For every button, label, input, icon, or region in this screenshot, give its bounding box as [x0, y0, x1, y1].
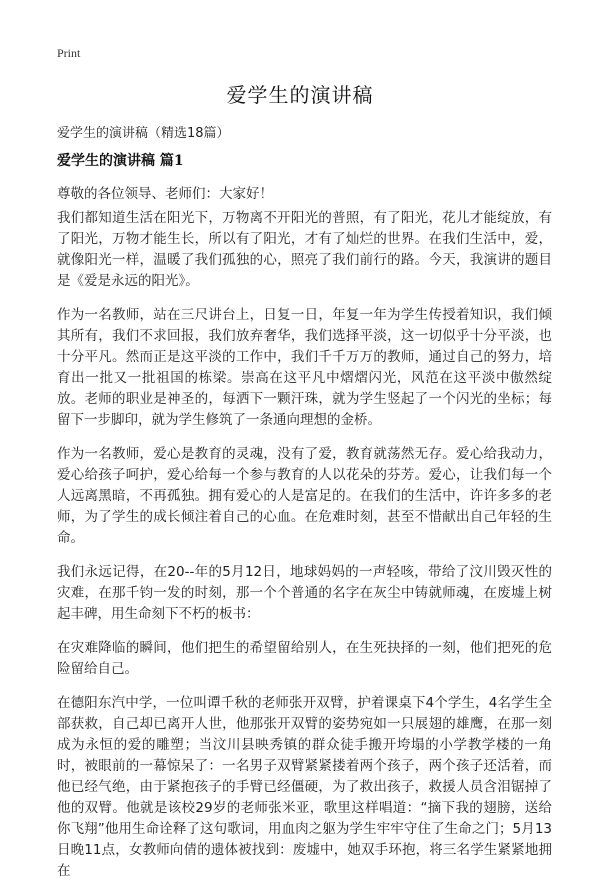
greeting-line: 尊敬的各位领导、老师们：大家好！	[57, 186, 273, 202]
document-body	[57, 208, 552, 895]
print-link[interactable]: Print	[57, 46, 81, 60]
paragraph-1: 我们都知道生活在阳光下，万物离不开阳光的普照，有了阳光，花儿才能绽放，有了阳光，万物才能生长，所以有了阳光，才有了灿烂的世界。在我们生活中，爱，就像阳光一样，温暖了我们孤独的心，照亮了我们前行的路。今天，我演讲的题目是《爱是永远的阳光》。	[57, 210, 552, 289]
document-title: 爱学生的演讲稿	[226, 83, 374, 107]
paragraph-6: 在德阳东汽中学，一位叫谭千秋的老师张开双臂，护着课桌下4个学生，4名学生全部获救，自己却已离开人世，他那张开双臂的姿势宛如一只展翅的雄鹰，在那一刻成为永恒的爱的雕塑；当汶川县映秀镇的群众徒手搬开垮塌的小学教学楼的一角时，被眼前的一幕惊呆了：一名男子双臂紧紧搂着两个孩子，两个孩子还活着，而他已经气绝，由于紧抱孩子的手臂已经僵硬，为了救出孩子，救援人员含泪锯掉了他的双臂。他就是该校29岁的老师张米亚，歌里这样唱道：“摘下我的翅膀，送给你飞翔”他用生命诠释了这句歌词，用血肉之躯为学生牢牢守住了生命之门；5月13日晚11点，女教师向倩的遗体被找到：废墟中，她双手环抱，将三名学生紧紧地拥在	[57, 695, 552, 879]
paragraph-4: 我们永远记得，在20--年的5月12日，地球妈妈的一声轻咳，带给了汶川毁灭性的灾难，在那千钧一发的时刻，那一个个普通的名字在灰尘中铸就师魂，在废墟上树起丰碑，用生命刻下不朽的板书：	[57, 564, 552, 622]
paragraph-5: 在灾难降临的瞬间，他们把生的希望留给别人，在生死抉择的一刻，他们把死的危险留给自己。	[57, 640, 552, 677]
paragraph-2: 作为一名教师，站在三尺讲台上，日复一日，年复一年为学生传授着知识，我们倾其所有，我们不求回报，我们放弃奢华，我们选择平淡，这一切似乎十分平淡，也十分平凡。然而正是这平淡的工作中，我们千千万万的教师，通过自己的努力，培育出一批又一批祖国的栋梁。崇高在这平凡中熠熠闪光，风范在这平淡中傲然绽放。老师的职业是神圣的，每洒下一颗汗珠，就为学生竖起了一个闪光的坐标；每留下一步脚印，就为学生修筑了一条通向理想的金桥。	[57, 307, 552, 428]
paragraph-3: 作为一名教师，爱心是教育的灵魂，没有了爱，教育就荡然无存。爱心给我动力，爱心给孩子呵护，爱心给每一个参与教育的人以花朵的芬芳。爱心，让我们每一个人远离黑暗，不再孤独。拥有爱心的人是富足的。在我们的生活中，许许多多的老师，为了学生的成长倾注着自己的心血。在危难时刻，甚至不惜献出自己年轻的生命。	[57, 446, 552, 546]
section-heading: 爱学生的演讲稿 篇1	[57, 153, 184, 169]
document-subtitle: 爱学生的演讲稿（精选18篇）	[57, 126, 230, 141]
